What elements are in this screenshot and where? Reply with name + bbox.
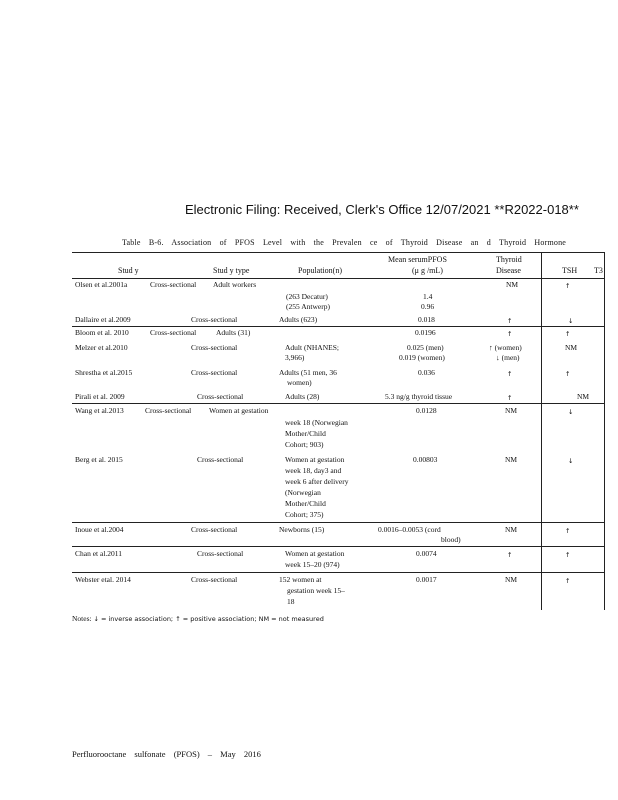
row-separator <box>72 326 604 327</box>
population-cell: week 15–20 (974) <box>285 560 340 569</box>
mean-cell: 0.025 (men) <box>407 343 444 352</box>
population-cell: 3,966) <box>285 353 305 362</box>
col-tsh: TSH <box>562 266 578 275</box>
study-type-cell: Cross-sectional <box>197 392 244 401</box>
population-cell: Adults (51 men, 36 <box>279 368 337 377</box>
notes-text: ↓ = inverse association; ↑ = positive association; NM = not measured <box>93 615 324 623</box>
tsh-cell: ↑ <box>565 527 571 535</box>
disease-cell: NM <box>505 525 518 534</box>
population-cell: Adults (31) <box>216 328 251 337</box>
disease-cell: ↑ <box>507 330 513 338</box>
disease-cell: ↑ <box>507 551 513 559</box>
disease-cell: ↑ <box>507 370 513 378</box>
study-type-cell: Cross-sectional <box>197 455 244 464</box>
study-cell: Dallaire et al.2009 <box>75 315 131 324</box>
col-study-type: Stud y type <box>213 266 250 275</box>
study-cell: Pirali et al. 2009 <box>75 392 125 401</box>
mean-cell: 0.0017 <box>416 575 437 584</box>
population-cell: Mother/Child <box>285 499 326 508</box>
mean-cell: 0.00803 <box>413 455 438 464</box>
study-type-cell: Cross-sectional <box>191 343 238 352</box>
col-thyroid-line1: Thyroid <box>496 255 522 264</box>
population-cell: week 6 after delivery <box>285 477 349 486</box>
tsh-cell: ↑ <box>565 330 571 338</box>
disease-cell: ↑ <box>507 317 513 325</box>
col-mean-line2: (μ g /mL) <box>412 266 443 275</box>
header-bottom-rule <box>72 278 604 279</box>
population-cell: women) <box>287 378 312 387</box>
study-type-cell: Cross-sectional <box>191 368 238 377</box>
population-cell: Women at gestation <box>285 455 345 464</box>
mean-cell: 0.019 (women) <box>399 353 445 362</box>
study-cell: Berg et al. 2015 <box>75 455 123 464</box>
notes-label: Notes: <box>72 614 92 623</box>
population-cell: (255 Antwerp) <box>286 302 330 311</box>
mean-cell: 1.4 <box>423 292 433 301</box>
population-cell: Women at gestation <box>209 406 269 415</box>
filing-header: Electronic Filing: Received, Clerk's Office 12/07/2021 **R2022-018** <box>185 202 579 217</box>
study-type-cell: Cross-sectional <box>145 406 192 415</box>
population-cell: Cohort; 903) <box>285 440 324 449</box>
disease-cell: NM <box>506 280 519 289</box>
study-cell: Wang et al.2013 <box>75 406 124 415</box>
tsh-cell: NM <box>565 343 578 352</box>
population-cell: Adult (NHANES; <box>285 343 339 352</box>
tsh-cell: ↑ <box>565 551 571 559</box>
study-type-cell: Cross-sectional <box>191 575 238 584</box>
population-cell: Cohort; 375) <box>285 510 324 519</box>
tsh-cell: ↓ <box>568 457 574 465</box>
table-top-rule <box>72 252 604 253</box>
tsh-cell: ↑ <box>565 577 571 585</box>
row-separator <box>72 572 604 573</box>
study-cell: Bloom et al. 2010 <box>75 328 129 337</box>
population-cell: gestation week 15– <box>287 586 345 595</box>
mean-cell: 5.3 ng/g thyroid tissue <box>385 392 453 401</box>
population-cell: (Norwegian <box>285 488 321 497</box>
row-separator <box>72 403 604 404</box>
mean-cell: blood) <box>441 535 461 544</box>
column-divider <box>541 252 542 610</box>
population-cell: Adults (623) <box>279 315 318 324</box>
disease-cell: ↑ <box>507 394 513 402</box>
mean-cell: 0.0196 <box>415 328 436 337</box>
table-title: Table B-6. Association of PFOS Level with the Prevalen ce of Thyroid Disease an d Thyroid Hormone <box>122 238 567 247</box>
page-footer: Perfluorooctane sulfonate (PFOS) – May 2016 <box>72 749 261 759</box>
col-study: Stud y <box>118 266 139 275</box>
study-type-cell: Cross-sectional <box>150 280 197 289</box>
population-cell: Adults (28) <box>285 392 320 401</box>
column-divider <box>604 252 605 610</box>
col-population: Population(n) <box>298 266 342 275</box>
mean-cell: 0.018 <box>418 315 435 324</box>
tsh-cell: ↓ <box>568 317 574 325</box>
disease-cell: ↑ (women) <box>489 343 522 352</box>
col-thyroid-line2: Disease <box>496 266 521 275</box>
population-cell: Mother/Child <box>285 429 326 438</box>
study-cell: Shrestha et al.2015 <box>75 368 133 377</box>
tsh-cell: ↑ <box>565 282 571 290</box>
population-cell: week 18, day3 and <box>285 466 342 475</box>
population-cell: week 18 (Norwegian <box>285 418 348 427</box>
row-separator <box>72 546 604 547</box>
study-type-cell: Cross-sectional <box>191 525 238 534</box>
tsh-cell: ↓ <box>568 408 574 416</box>
study-type-cell: Cross-sectional <box>150 328 197 337</box>
study-type-cell: Cross-sectional <box>197 549 244 558</box>
population-cell: Newborns (15) <box>279 525 325 534</box>
disease-cell: NM <box>505 575 518 584</box>
mean-cell: 0.0074 <box>416 549 437 558</box>
study-cell: Webster etal. 2014 <box>75 575 131 584</box>
study-cell: Inoue et al.2004 <box>75 525 124 534</box>
col-mean-line1: Mean serumPFOS <box>388 255 447 264</box>
study-cell: Chan et al.2011 <box>75 549 123 558</box>
study-cell: Olsen et al.2001a <box>75 280 128 289</box>
population-cell: 152 women at <box>279 575 322 584</box>
population-cell: Women at gestation <box>285 549 345 558</box>
study-type-cell: Cross-sectional <box>191 315 238 324</box>
mean-cell: 0.036 <box>418 368 435 377</box>
tsh-cell: NM <box>577 392 590 401</box>
col-t3: T3 <box>594 266 603 275</box>
population-cell: (263 Decatur) <box>286 292 328 301</box>
row-separator <box>72 522 604 523</box>
disease-cell: NM <box>505 455 518 464</box>
tsh-cell: ↑ <box>565 370 571 378</box>
population-cell: Adult workers <box>213 280 257 289</box>
population-cell: 18 <box>287 597 295 606</box>
disease-cell: ↓ (men) <box>496 353 520 362</box>
table-notes <box>72 614 324 623</box>
disease-cell: NM <box>505 406 518 415</box>
mean-cell: 0.96 <box>421 302 435 311</box>
mean-cell: 0.0016–0.0053 (cord <box>378 525 441 534</box>
study-cell: Melzer et al.2010 <box>75 343 128 352</box>
mean-cell: 0.0128 <box>416 406 437 415</box>
